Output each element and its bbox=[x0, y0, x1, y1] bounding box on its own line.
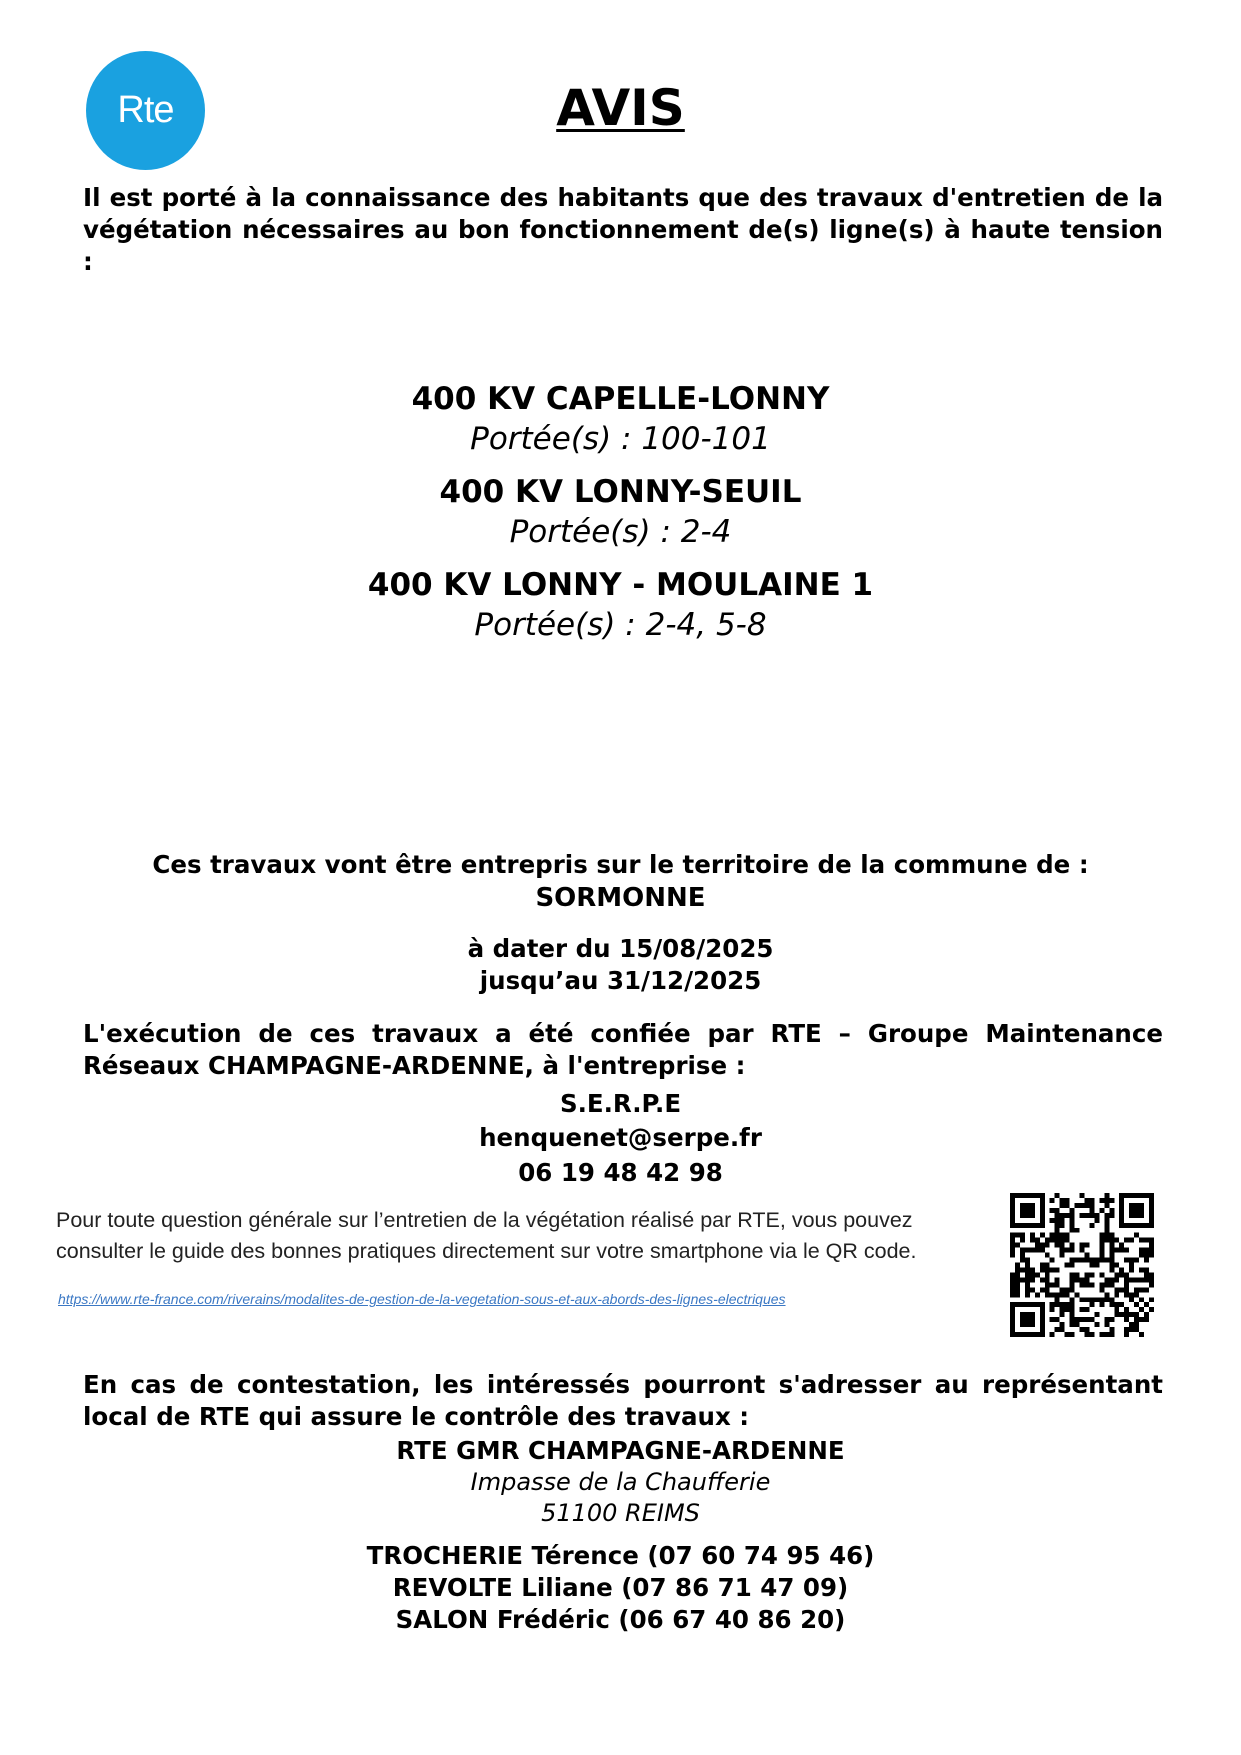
line-item bbox=[0, 379, 1241, 459]
representative-name: RTE GMR CHAMPAGNE-ARDENNE bbox=[396, 1436, 845, 1465]
representative-address-street: Impasse de la Chaufferie bbox=[470, 1468, 771, 1496]
contact-line: REVOLTE Liliane (07 86 71 47 09) bbox=[392, 1573, 849, 1602]
date-to: jusqu’au 31/12/2025 bbox=[479, 966, 762, 995]
company-email: henquenet@serpe.fr bbox=[479, 1123, 762, 1152]
territory-label: Ces travaux vont être entrepris sur le territoire de la commune de : bbox=[152, 850, 1089, 879]
line-name: 400 KV LONNY-SEUIL bbox=[439, 474, 802, 510]
guide-link[interactable]: https://www.rte-france.com/riverains/modalites-de-gestion-de-la-vegetation-sous-et-aux-abords-des-lignes-electriques bbox=[58, 1291, 786, 1307]
line-name: 400 KV LONNY - MOULAINE 1 bbox=[367, 567, 874, 603]
contact-line: SALON Frédéric (06 67 40 86 20) bbox=[395, 1605, 846, 1634]
representative-address-city: 51100 REIMS bbox=[541, 1499, 700, 1527]
line-name: 400 KV CAPELLE-LONNY bbox=[411, 381, 830, 417]
line-spans: Portée(s) : 2-4 bbox=[509, 514, 732, 550]
execution-paragraph: L'exécution de ces travaux a été confiée par RTE – Groupe Maintenance Réseaux CHAMPAGNE-ARDENNE, à l'entreprise : bbox=[83, 1019, 1163, 1080]
commune-name: SORMONNE bbox=[535, 883, 706, 913]
line-spans: Portée(s) : 100-101 bbox=[470, 421, 771, 457]
line-item bbox=[0, 565, 1241, 645]
power-lines-list bbox=[0, 379, 1241, 645]
rte-logo-text: Rte bbox=[117, 89, 174, 131]
line-item bbox=[0, 472, 1241, 552]
contact-line: TROCHERIE Térence (07 60 74 95 46) bbox=[366, 1541, 875, 1570]
company-name: S.E.R.P.E bbox=[559, 1089, 682, 1118]
intro-paragraph: Il est porté à la connaissance des habitants que des travaux d'entretien de la végétation nécessaires au bon fonctionnement de(s) ligne(s) à haute tension : bbox=[83, 183, 1163, 276]
page-title: AVIS bbox=[556, 79, 685, 137]
date-from: à dater du 15/08/2025 bbox=[467, 934, 774, 963]
company-phone: 06 19 48 42 98 bbox=[518, 1158, 723, 1187]
contest-paragraph: En cas de contestation, les intéressés pourront s'adresser au représentant local de RTE qui assure le contrôle des travaux : bbox=[83, 1370, 1163, 1431]
qr-code-icon bbox=[1010, 1193, 1154, 1337]
info-paragraph: Pour toute question générale sur l’entretien de la végétation réalisé par RTE, vous pouvez consulter le guide des bonnes pratiques directement sur votre smartphone via le QR code. bbox=[56, 1208, 917, 1263]
line-spans: Portée(s) : 2-4, 5-8 bbox=[474, 607, 767, 643]
